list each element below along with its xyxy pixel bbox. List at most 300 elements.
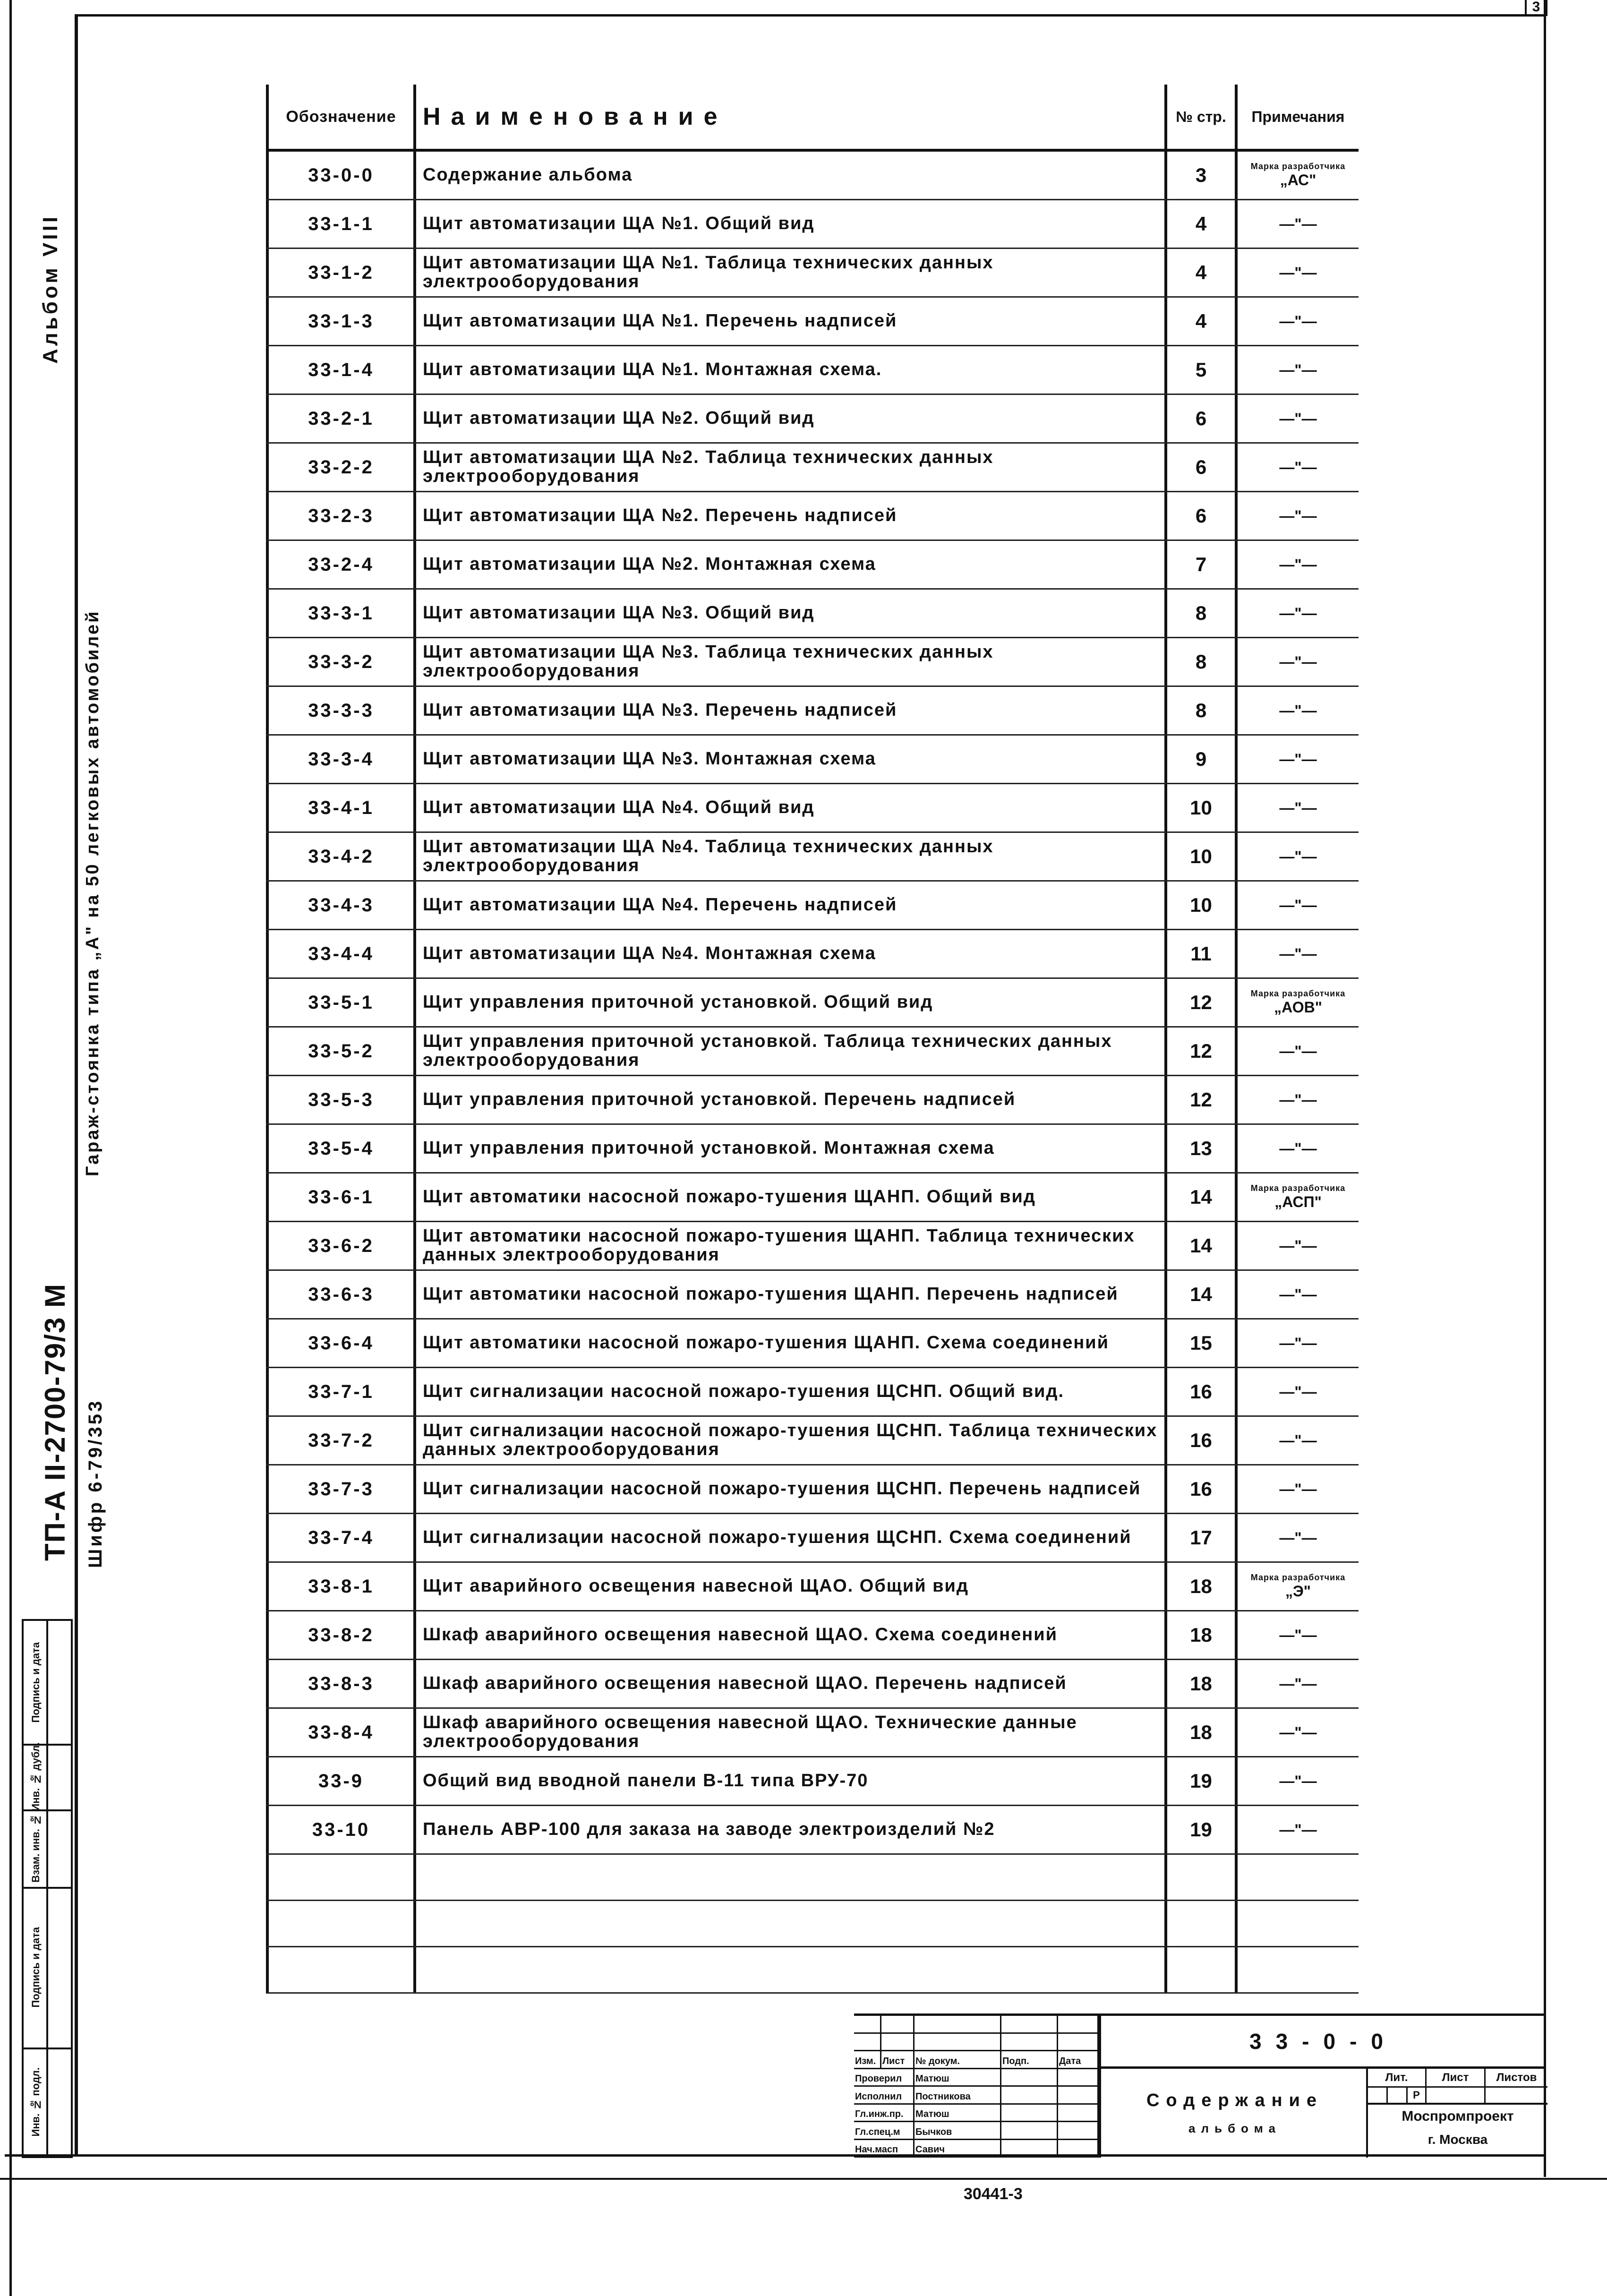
- lit-value: Р: [1408, 2088, 1427, 2105]
- project-title: Гараж-стоянка типа „А" на 50 легковых автомобилей: [83, 609, 103, 1176]
- trim-line: [0, 2178, 1607, 2180]
- table-row: [266, 298, 1359, 346]
- signer-date: [1058, 2087, 1099, 2105]
- row-page: 14: [1164, 1222, 1235, 1269]
- lit-label: Лит.: [1368, 2069, 1427, 2088]
- row-name: Щит управления приточной установкой. Перечень надписей: [413, 1076, 1164, 1123]
- signer-signature: [1001, 2069, 1058, 2087]
- title-line-2: альбома: [1188, 2121, 1281, 2135]
- row-note: [1235, 1563, 1359, 1610]
- organization: Моспромпроект: [1402, 2108, 1514, 2124]
- revision-cell: [1001, 2016, 1058, 2034]
- signer-role: Нач.масп: [854, 2140, 915, 2158]
- revision-grid: [854, 2016, 1099, 2158]
- note-value: —"—: [1279, 1821, 1317, 1838]
- row-note: [1235, 1125, 1359, 1172]
- table-row: [266, 687, 1359, 736]
- row-page: 14: [1164, 1174, 1235, 1221]
- revision-cell: [915, 2016, 1001, 2034]
- table-row: [266, 541, 1359, 590]
- row-name: Щит автоматизации ЩА №3. Перечень надписей: [413, 687, 1164, 734]
- row-page: 9: [1164, 736, 1235, 783]
- blank-cell: [266, 1901, 413, 1946]
- revision-cell: [915, 2034, 1001, 2052]
- note-value: —"—: [1279, 1772, 1317, 1790]
- blank-cell: [1235, 1855, 1359, 1900]
- signer-name: Матюш: [915, 2069, 1001, 2087]
- header-note: Примечания: [1235, 85, 1359, 149]
- row-note: [1235, 395, 1359, 442]
- row-code: 33-2-4: [266, 541, 413, 588]
- row-code: 33-10: [266, 1806, 413, 1853]
- revision-cell: [1001, 2034, 1058, 2052]
- table-row: [266, 833, 1359, 882]
- table-row: [266, 638, 1359, 687]
- row-note: [1235, 1174, 1359, 1221]
- stamp-label: [26, 1744, 48, 1809]
- blank-cell: [1164, 1901, 1235, 1946]
- table-row: [266, 1757, 1359, 1806]
- note-value: —"—: [1279, 799, 1317, 816]
- blank-cell: [1235, 1947, 1359, 1992]
- row-name: Панель АВР-100 для заказа на заводе электроизделий №2: [413, 1806, 1164, 1853]
- note-value: —"—: [1279, 1723, 1317, 1741]
- signer-signature: [1001, 2087, 1058, 2105]
- city: г. Москва: [1427, 2132, 1488, 2147]
- row-code: 33-5-2: [266, 1028, 413, 1075]
- row-page: 12: [1164, 1076, 1235, 1123]
- row-note: [1235, 1417, 1359, 1464]
- row-code: 33-1-2: [266, 249, 413, 296]
- note-value: —"—: [1279, 750, 1317, 768]
- row-name: Щит автоматизации ЩА №4. Общий вид: [413, 784, 1164, 831]
- signer-name: Матюш: [915, 2105, 1001, 2123]
- row-note: [1235, 1709, 1359, 1756]
- album-label: Альбом VIII: [39, 214, 62, 364]
- table-row: [266, 1319, 1359, 1368]
- row-page: 18: [1164, 1709, 1235, 1756]
- note-value: —"—: [1279, 1431, 1317, 1449]
- note-value: „АОВ": [1274, 999, 1322, 1016]
- note-value: —"—: [1279, 458, 1317, 476]
- table-row: [266, 444, 1359, 492]
- stamp-label-text: Инв. № подл.: [30, 2067, 42, 2137]
- row-page: 8: [1164, 687, 1235, 734]
- revision-column-header: Изм.: [854, 2051, 881, 2069]
- row-page: 18: [1164, 1660, 1235, 1707]
- developer-mark-label: Марка разработчика: [1250, 989, 1346, 998]
- revision-cell: [1058, 2016, 1099, 2034]
- signer-date: [1058, 2140, 1099, 2158]
- row-note: [1235, 882, 1359, 929]
- row-name: Щит автоматизации ЩА №3. Общий вид: [413, 590, 1164, 637]
- row-page: 19: [1164, 1757, 1235, 1805]
- sheets-label: Листов: [1486, 2069, 1547, 2088]
- note-value: —"—: [1279, 312, 1317, 330]
- frame-top: [76, 14, 1546, 17]
- row-page: 16: [1164, 1368, 1235, 1415]
- signer-signature: [1001, 2140, 1058, 2158]
- table-row: [266, 882, 1359, 930]
- note-value: —"—: [1279, 264, 1317, 281]
- note-value: —"—: [1279, 1237, 1317, 1254]
- row-name: Шкаф аварийного освещения навесной ЩАО. Перечень надписей: [413, 1660, 1164, 1707]
- row-name: Щит автоматизации ЩА №3. Монтажная схема: [413, 736, 1164, 783]
- row-note: [1235, 1611, 1359, 1659]
- row-name: Щит автоматики насосной пожаро-тушения ЩАНП. Таблица технических данных электрооборудования: [413, 1222, 1164, 1269]
- row-name: Щит сигнализации насосной пожаро-тушения ЩСНП. Общий вид.: [413, 1368, 1164, 1415]
- signer-date: [1058, 2069, 1099, 2087]
- table-row: [266, 1660, 1359, 1709]
- row-page: 6: [1164, 444, 1235, 491]
- revision-cell: [1058, 2034, 1099, 2052]
- row-code: 33-4-2: [266, 833, 413, 880]
- row-name: Щит автоматизации ЩА №4. Монтажная схема: [413, 930, 1164, 977]
- row-code: 33-2-1: [266, 395, 413, 442]
- row-page: 13: [1164, 1125, 1235, 1172]
- row-code: 33-5-3: [266, 1076, 413, 1123]
- row-page: 10: [1164, 833, 1235, 880]
- note-value: —"—: [1279, 1334, 1317, 1352]
- note-value: —"—: [1279, 361, 1317, 378]
- row-note: [1235, 1514, 1359, 1561]
- row-note: [1235, 1028, 1359, 1075]
- blank-cell: [266, 1855, 413, 1900]
- note-value: —"—: [1279, 410, 1317, 427]
- table-row: [266, 200, 1359, 249]
- row-code: 33-7-4: [266, 1514, 413, 1561]
- note-value: —"—: [1279, 1091, 1317, 1108]
- revision-cell: [881, 2016, 915, 2034]
- row-note: [1235, 200, 1359, 248]
- row-code: 33-2-3: [266, 492, 413, 540]
- table-row: [266, 1125, 1359, 1174]
- row-code: 33-6-2: [266, 1222, 413, 1269]
- row-name: Щит автоматики насосной пожаро-тушения ЩАНП. Перечень надписей: [413, 1271, 1164, 1318]
- row-code: 33-2-2: [266, 444, 413, 491]
- note-value: —"—: [1279, 604, 1317, 622]
- note-value: —"—: [1279, 1285, 1317, 1303]
- contents-table: [266, 85, 1359, 1994]
- row-code: 33-8-3: [266, 1660, 413, 1707]
- table-row: [266, 492, 1359, 541]
- note-value: —"—: [1279, 1139, 1317, 1157]
- note-value: —"—: [1279, 945, 1317, 962]
- row-name: Щит автоматики насосной пожаро-тушения ЩАНП. Общий вид: [413, 1174, 1164, 1221]
- row-page: 10: [1164, 882, 1235, 929]
- sheet-number-corner: 3: [1525, 0, 1547, 16]
- row-code: 33-6-3: [266, 1271, 413, 1318]
- revision-column-header: Подп.: [1001, 2051, 1058, 2069]
- note-value: —"—: [1279, 1529, 1317, 1546]
- project-code: ТП-А II-2700-79/3 М: [39, 1283, 71, 1561]
- row-page: 6: [1164, 395, 1235, 442]
- row-page: 8: [1164, 590, 1235, 637]
- table-row: [266, 930, 1359, 979]
- row-name: Щит аварийного освещения навесной ЩАО. Общий вид: [413, 1563, 1164, 1610]
- row-page: 11: [1164, 930, 1235, 977]
- row-code: 33-3-1: [266, 590, 413, 637]
- row-note: [1235, 1806, 1359, 1853]
- row-page: 4: [1164, 249, 1235, 296]
- row-note: [1235, 979, 1359, 1026]
- row-note: [1235, 1757, 1359, 1805]
- revision-column-header: № докум.: [915, 2051, 1001, 2069]
- row-page: 4: [1164, 200, 1235, 248]
- note-value: —"—: [1279, 848, 1317, 865]
- stamp-label: [26, 1809, 48, 1887]
- row-name: Общий вид вводной панели В-11 типа ВРУ-70: [413, 1757, 1164, 1805]
- row-code: 33-3-2: [266, 638, 413, 685]
- table-row: [266, 736, 1359, 784]
- row-page: 17: [1164, 1514, 1235, 1561]
- row-note: [1235, 784, 1359, 831]
- row-code: 33-1-3: [266, 298, 413, 345]
- row-note: [1235, 1660, 1359, 1707]
- row-note: [1235, 930, 1359, 977]
- row-name: Щит автоматизации ЩА №3. Таблица технических данных электрооборудования: [413, 638, 1164, 685]
- row-note: [1235, 346, 1359, 394]
- row-note: [1235, 590, 1359, 637]
- row-code: 33-6-4: [266, 1319, 413, 1367]
- stamp-label-text: Взам. инв. №: [30, 1814, 42, 1883]
- row-page: 6: [1164, 492, 1235, 540]
- signer-name: Бычков: [915, 2122, 1001, 2140]
- document-title: [1099, 2069, 1368, 2158]
- header-code: Обозначение: [266, 85, 413, 149]
- revision-cell: [854, 2034, 881, 2052]
- page-edge-line: [9, 0, 12, 2296]
- developer-mark-label: Марка разработчика: [1250, 162, 1346, 171]
- row-name: Содержание альбома: [413, 152, 1164, 199]
- signer-role: Исполнил: [854, 2087, 915, 2105]
- blank-cell: [266, 1947, 413, 1992]
- blank-cell: [413, 1855, 1164, 1900]
- row-page: 16: [1164, 1465, 1235, 1513]
- note-value: —"—: [1279, 507, 1317, 524]
- blank-row: [266, 1855, 1359, 1901]
- note-value: —"—: [1279, 896, 1317, 914]
- note-value: —"—: [1279, 653, 1317, 670]
- row-name: Щит автоматизации ЩА №1. Монтажная схема.: [413, 346, 1164, 394]
- row-code: 33-5-1: [266, 979, 413, 1026]
- note-value: —"—: [1279, 1383, 1317, 1400]
- row-code: 33-1-1: [266, 200, 413, 248]
- signer-role: Гл.инж.пр.: [854, 2105, 915, 2123]
- note-value: —"—: [1279, 215, 1317, 232]
- note-value: —"—: [1279, 1675, 1317, 1692]
- row-code: 33-6-1: [266, 1174, 413, 1221]
- row-name: Шкаф аварийного освещения навесной ЩАО. Технические данные электрооборудования: [413, 1709, 1164, 1756]
- table-row: [266, 152, 1359, 200]
- row-code: 33-5-4: [266, 1125, 413, 1172]
- row-note: [1235, 1319, 1359, 1367]
- row-code: 33-8-2: [266, 1611, 413, 1659]
- table-row: [266, 346, 1359, 395]
- row-name: Щит автоматизации ЩА №2. Таблица технических данных электрооборудования: [413, 444, 1164, 491]
- row-page: 7: [1164, 541, 1235, 588]
- row-name: Щит управления приточной установкой. Общий вид: [413, 979, 1164, 1026]
- table-row: [266, 590, 1359, 638]
- row-code: 33-0-0: [266, 152, 413, 199]
- row-page: 12: [1164, 1028, 1235, 1075]
- sheets-value: [1486, 2088, 1547, 2105]
- revision-cell: [881, 2034, 915, 2052]
- sheet-info: [1366, 2069, 1547, 2158]
- row-code: 33-7-3: [266, 1465, 413, 1513]
- row-code: 33-3-4: [266, 736, 413, 783]
- row-code: 33-8-1: [266, 1563, 413, 1610]
- row-note: [1235, 687, 1359, 734]
- table-row: [266, 784, 1359, 833]
- row-note: [1235, 152, 1359, 199]
- signer-name: Постникова: [915, 2087, 1001, 2105]
- row-name: Шкаф аварийного освещения навесной ЩАО. Схема соединений: [413, 1611, 1164, 1659]
- row-name: Щит сигнализации насосной пожаро-тушения ЩСНП. Таблица технических данных электрооборудования: [413, 1417, 1164, 1464]
- row-page: 19: [1164, 1806, 1235, 1853]
- note-value: —"—: [1279, 702, 1317, 719]
- blank-row: [266, 1901, 1359, 1947]
- side-stamp: [22, 1619, 73, 2158]
- row-note: [1235, 1465, 1359, 1513]
- table-row: [266, 1271, 1359, 1319]
- table-row: [266, 1611, 1359, 1660]
- row-page: 14: [1164, 1271, 1235, 1318]
- row-note: [1235, 1222, 1359, 1269]
- stamp-label: [26, 1621, 48, 1744]
- row-note: [1235, 736, 1359, 783]
- stamp-label-text: Подпись и дата: [30, 1642, 42, 1723]
- blank-row: [266, 1947, 1359, 1994]
- title-line-1: Содержание: [1146, 2090, 1324, 2110]
- note-value: „Э": [1285, 1583, 1311, 1600]
- note-value: „АСП": [1274, 1193, 1322, 1210]
- frame-left: [75, 14, 78, 2154]
- signer-role: Проверил: [854, 2069, 915, 2087]
- blank-cell: [1164, 1947, 1235, 1992]
- row-note: [1235, 1368, 1359, 1415]
- table-row: [266, 1465, 1359, 1514]
- archive-number: 30441-3: [964, 2185, 1023, 2203]
- note-value: —"—: [1279, 1626, 1317, 1644]
- row-page: 16: [1164, 1417, 1235, 1464]
- revision-cell: [854, 2016, 881, 2034]
- revision-column-header: Дата: [1058, 2051, 1099, 2069]
- stamp-label: [26, 2048, 48, 2156]
- row-page: 5: [1164, 346, 1235, 394]
- table-row: [266, 1222, 1359, 1271]
- row-page: 15: [1164, 1319, 1235, 1367]
- title-block: [854, 2013, 1546, 2158]
- row-note: [1235, 1271, 1359, 1318]
- note-value: —"—: [1279, 1042, 1317, 1060]
- table-row: [266, 1709, 1359, 1757]
- row-page: 10: [1164, 784, 1235, 831]
- row-note: [1235, 249, 1359, 296]
- row-note: [1235, 444, 1359, 491]
- table-row: [266, 979, 1359, 1028]
- signer-date: [1058, 2105, 1099, 2123]
- signer-signature: [1001, 2105, 1058, 2123]
- table-row: [266, 1514, 1359, 1563]
- row-name: Щит автоматизации ЩА №2. Общий вид: [413, 395, 1164, 442]
- table-row: [266, 1076, 1359, 1125]
- row-page: 3: [1164, 152, 1235, 199]
- lit-cell-2: [1388, 2088, 1408, 2105]
- row-name: Щит автоматики насосной пожаро-тушения ЩАНП. Схема соединений: [413, 1319, 1164, 1367]
- blank-cell: [1235, 1901, 1359, 1946]
- row-code: 33-4-3: [266, 882, 413, 929]
- blank-cell: [413, 1901, 1164, 1946]
- lit-cell-1: [1368, 2088, 1388, 2105]
- row-note: [1235, 492, 1359, 540]
- row-name: Щит автоматизации ЩА №4. Таблица технических данных электрооборудования: [413, 833, 1164, 880]
- table-row: [266, 1417, 1359, 1465]
- table-row: [266, 1806, 1359, 1855]
- stamp-label-text: Подпись и дата: [30, 1927, 42, 2008]
- row-note: [1235, 541, 1359, 588]
- row-code: 33-7-2: [266, 1417, 413, 1464]
- row-note: [1235, 1076, 1359, 1123]
- sheet-value: [1427, 2088, 1486, 2105]
- row-note: [1235, 298, 1359, 345]
- row-page: 18: [1164, 1611, 1235, 1659]
- document-code: 33-0-0: [1099, 2016, 1546, 2069]
- developer-mark-label: Марка разработчика: [1250, 1183, 1346, 1193]
- row-name: Щит автоматизации ЩА №4. Перечень надписей: [413, 882, 1164, 929]
- row-page: 8: [1164, 638, 1235, 685]
- row-name: Щит сигнализации насосной пожаро-тушения ЩСНП. Перечень надписей: [413, 1465, 1164, 1513]
- row-note: [1235, 638, 1359, 685]
- header-name: Наименование: [413, 85, 1164, 149]
- note-value: —"—: [1279, 1480, 1317, 1498]
- table-row: [266, 1028, 1359, 1076]
- row-name: Щит управления приточной установкой. Таблица технических данных электрооборудования: [413, 1028, 1164, 1075]
- table-header: [266, 85, 1359, 152]
- row-code: 33-9: [266, 1757, 413, 1805]
- stamp-label-text: Инв. № дубл.: [30, 1742, 42, 1811]
- signer-role: Гл.спец.м: [854, 2122, 915, 2140]
- row-code: 33-3-3: [266, 687, 413, 734]
- table-row: [266, 1368, 1359, 1417]
- row-code: 33-4-1: [266, 784, 413, 831]
- blank-cell: [1164, 1855, 1235, 1900]
- project-cipher: Шифр 6-79/353: [85, 1398, 106, 1568]
- table-row: [266, 249, 1359, 298]
- row-name: Щит управления приточной установкой. Монтажная схема: [413, 1125, 1164, 1172]
- note-value: „АС": [1280, 171, 1316, 188]
- table-row: [266, 1563, 1359, 1611]
- table-row: [266, 1174, 1359, 1222]
- stamp-label: [26, 1887, 48, 2048]
- row-name: Щит сигнализации насосной пожаро-тушения ЩСНП. Схема соединений: [413, 1514, 1164, 1561]
- developer-mark-label: Марка разработчика: [1250, 1573, 1346, 1582]
- signer-name: Савич: [915, 2140, 1001, 2158]
- note-value: —"—: [1279, 556, 1317, 573]
- frame-right: [1544, 0, 1546, 2177]
- row-page: 4: [1164, 298, 1235, 345]
- header-page: № стр.: [1164, 85, 1235, 149]
- row-note: [1235, 833, 1359, 880]
- row-code: 33-1-4: [266, 346, 413, 394]
- row-code: 33-7-1: [266, 1368, 413, 1415]
- row-page: 18: [1164, 1563, 1235, 1610]
- row-name: Щит автоматизации ЩА №2. Монтажная схема: [413, 541, 1164, 588]
- row-code: 33-8-4: [266, 1709, 413, 1756]
- row-name: Щит автоматизации ЩА №1. Общий вид: [413, 200, 1164, 248]
- signer-date: [1058, 2122, 1099, 2140]
- row-name: Щит автоматизации ЩА №1. Таблица технических данных электрооборудования: [413, 249, 1164, 296]
